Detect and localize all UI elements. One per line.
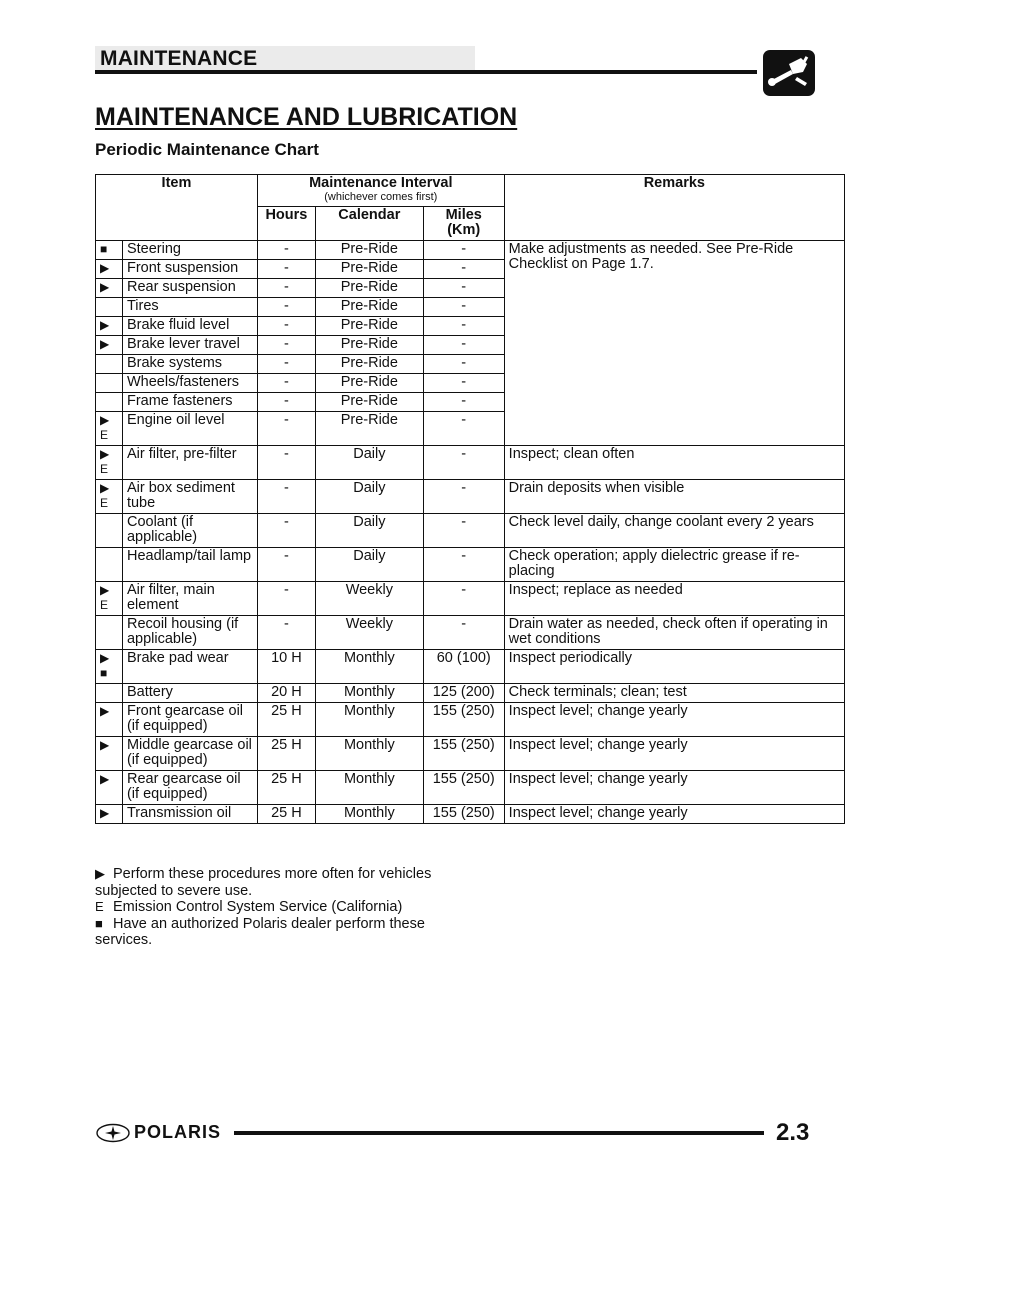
- table-row: [96, 480, 845, 514]
- row-calendar: Monthly: [315, 703, 423, 737]
- row-miles: -: [423, 260, 504, 279]
- row-miles: -: [423, 548, 504, 582]
- table-row: [96, 703, 845, 737]
- row-remarks: Inspect level; change yearly: [504, 771, 844, 805]
- row-item: Rear suspension: [122, 279, 257, 298]
- row-miles: 125 (200): [423, 684, 504, 703]
- row-symbol: ▶ ■: [96, 650, 123, 684]
- row-hours: 25 H: [257, 805, 315, 824]
- row-calendar: Pre-Ride: [315, 355, 423, 374]
- header-rule: [95, 70, 757, 74]
- calendar-column-header: Calendar: [315, 207, 423, 241]
- row-calendar: Weekly: [315, 616, 423, 650]
- row-calendar: Weekly: [315, 582, 423, 616]
- row-item: Tires: [122, 298, 257, 317]
- row-miles: 155 (250): [423, 805, 504, 824]
- row-symbol: ▶: [96, 336, 123, 355]
- row-remarks: Drain deposits when visible: [504, 480, 844, 514]
- row-symbol: ▶: [96, 771, 123, 805]
- row-calendar: Monthly: [315, 737, 423, 771]
- row-calendar: Pre-Ride: [315, 393, 423, 412]
- row-miles: -: [423, 446, 504, 480]
- table-row: [96, 582, 845, 616]
- row-calendar: Pre-Ride: [315, 260, 423, 279]
- footer-rule: [234, 1131, 764, 1135]
- row-hours: -: [257, 582, 315, 616]
- item-column-header: Item: [96, 175, 258, 241]
- row-calendar: Pre-Ride: [315, 241, 423, 260]
- row-calendar: Daily: [315, 548, 423, 582]
- row-item: Engine oil level: [122, 412, 257, 446]
- row-symbol: [96, 616, 123, 650]
- row-miles: -: [423, 336, 504, 355]
- row-calendar: Daily: [315, 480, 423, 514]
- row-hours: 25 H: [257, 771, 315, 805]
- footnote: [95, 866, 465, 899]
- row-item: Front suspension: [122, 260, 257, 279]
- row-symbol: ▶: [96, 317, 123, 336]
- row-item: Air box sediment tube: [122, 480, 257, 514]
- row-item: Rear gearcase oil (if equipped): [122, 771, 257, 805]
- row-item: Middle gearcase oil (if equipped): [122, 737, 257, 771]
- row-item: Brake pad wear: [122, 650, 257, 684]
- row-hours: -: [257, 374, 315, 393]
- row-symbol: ▶: [96, 805, 123, 824]
- row-hours: 25 H: [257, 737, 315, 771]
- row-item: Air filter, main element: [122, 582, 257, 616]
- footnote: [95, 916, 465, 949]
- row-item: Coolant (if applicable): [122, 514, 257, 548]
- row-calendar: Monthly: [315, 650, 423, 684]
- table-row: [96, 514, 845, 548]
- row-calendar: Pre-Ride: [315, 317, 423, 336]
- table-row: [96, 548, 845, 582]
- chart-body: [96, 241, 845, 824]
- row-hours: -: [257, 446, 315, 480]
- table-row: [96, 650, 845, 684]
- row-hours: 25 H: [257, 703, 315, 737]
- row-hours: -: [257, 514, 315, 548]
- footnote-text: Emission Control System Service (California): [113, 899, 403, 915]
- row-item: Brake lever travel: [122, 336, 257, 355]
- row-item: Recoil housing (if applicable): [122, 616, 257, 650]
- row-item: Battery: [122, 684, 257, 703]
- row-miles: -: [423, 298, 504, 317]
- polaris-star-logo: [96, 1123, 130, 1143]
- row-calendar: Pre-Ride: [315, 412, 423, 446]
- row-remarks: Inspect level; change yearly: [504, 703, 844, 737]
- wrench-oil-can-icon: [763, 50, 815, 96]
- row-symbol: [96, 548, 123, 582]
- row-symbol: [96, 374, 123, 393]
- footer-brand: POLARIS: [134, 1122, 222, 1142]
- row-symbol: [96, 355, 123, 374]
- footnote-text: Perform these procedures more often for vehicles subjected to severe use.: [95, 866, 432, 899]
- row-item: Brake fluid level: [122, 317, 257, 336]
- row-item: Transmission oil: [122, 805, 257, 824]
- row-hours: -: [257, 260, 315, 279]
- footnote-symbol: ■: [95, 915, 103, 931]
- row-hours: -: [257, 355, 315, 374]
- row-miles: -: [423, 514, 504, 548]
- row-calendar: Pre-Ride: [315, 279, 423, 298]
- row-hours: -: [257, 317, 315, 336]
- row-hours: -: [257, 480, 315, 514]
- page-title: MAINTENANCE AND LUBRICATION: [95, 103, 518, 131]
- row-miles: 60 (100): [423, 650, 504, 684]
- remarks-column-header: Remarks: [504, 175, 844, 241]
- row-miles: -: [423, 582, 504, 616]
- footnote-symbol: ▶: [95, 866, 105, 881]
- row-symbol: ▶ E: [96, 582, 123, 616]
- row-item: Air filter, pre-filter: [122, 446, 257, 480]
- row-symbol: ▶: [96, 260, 123, 279]
- row-remarks: Inspect level; change yearly: [504, 737, 844, 771]
- row-calendar: Daily: [315, 446, 423, 480]
- row-miles: -: [423, 374, 504, 393]
- row-remarks: Inspect level; change yearly: [504, 805, 844, 824]
- row-remarks: Check terminals; clean; test: [504, 684, 844, 703]
- interval-column-header: Maintenance Interval (whichever comes first): [257, 175, 504, 207]
- table-row: [96, 805, 845, 824]
- row-symbol: ▶: [96, 279, 123, 298]
- row-symbol: ▶ E: [96, 446, 123, 480]
- row-hours: -: [257, 393, 315, 412]
- row-symbol: ▶ E: [96, 412, 123, 446]
- row-symbol: [96, 684, 123, 703]
- row-miles: 155 (250): [423, 737, 504, 771]
- row-symbol: ▶: [96, 703, 123, 737]
- row-miles: -: [423, 412, 504, 446]
- table-row: [96, 771, 845, 805]
- table-row: [96, 241, 845, 260]
- row-remarks: Inspect; replace as needed: [504, 582, 844, 616]
- row-calendar: Monthly: [315, 805, 423, 824]
- miles-column-header: Miles (Km): [423, 207, 504, 241]
- table-row: [96, 616, 845, 650]
- row-item: Frame fasteners: [122, 393, 257, 412]
- row-miles: -: [423, 279, 504, 298]
- row-miles: -: [423, 480, 504, 514]
- table-row: [96, 737, 845, 771]
- row-miles: -: [423, 355, 504, 374]
- row-miles: -: [423, 393, 504, 412]
- row-symbol: [96, 393, 123, 412]
- row-hours: -: [257, 616, 315, 650]
- row-item: Steering: [122, 241, 257, 260]
- row-calendar: Pre-Ride: [315, 336, 423, 355]
- row-remarks: Inspect periodically: [504, 650, 844, 684]
- row-hours: -: [257, 298, 315, 317]
- row-remarks: Make adjustments as needed. See Pre-Ride Checklist on Page 1.7.: [504, 241, 844, 446]
- row-miles: -: [423, 317, 504, 336]
- row-remarks: Check operation; apply dielectric grease if re- placing: [504, 548, 844, 582]
- table-row: [96, 684, 845, 703]
- row-remarks: Inspect; clean often: [504, 446, 844, 480]
- footnote: [95, 899, 465, 916]
- row-symbol: ■: [96, 241, 123, 260]
- row-item: Headlamp/tail lamp: [122, 548, 257, 582]
- row-item: Brake systems: [122, 355, 257, 374]
- row-calendar: Pre-Ride: [315, 374, 423, 393]
- chart-title: Periodic Maintenance Chart: [95, 140, 319, 159]
- row-item: Wheels/fasteners: [122, 374, 257, 393]
- row-symbol: ▶ E: [96, 480, 123, 514]
- maintenance-chart-table: [95, 174, 845, 824]
- row-miles: 155 (250): [423, 771, 504, 805]
- row-remarks: Check level daily, change coolant every 2 years: [504, 514, 844, 548]
- row-remarks: Drain water as needed, check often if operating in wet conditions: [504, 616, 844, 650]
- row-symbol: ▶: [96, 737, 123, 771]
- row-miles: -: [423, 616, 504, 650]
- row-hours: -: [257, 548, 315, 582]
- row-hours: 10 H: [257, 650, 315, 684]
- row-calendar: Monthly: [315, 684, 423, 703]
- table-row: [96, 446, 845, 480]
- row-calendar: Daily: [315, 514, 423, 548]
- footnote-text: Have an authorized Polaris dealer perform these services.: [95, 915, 425, 948]
- row-calendar: Pre-Ride: [315, 298, 423, 317]
- row-item: Front gearcase oil (if equipped): [122, 703, 257, 737]
- row-miles: 155 (250): [423, 703, 504, 737]
- row-hours: 20 H: [257, 684, 315, 703]
- page-number: 2.3: [776, 1119, 810, 1146]
- row-hours: -: [257, 336, 315, 355]
- row-miles: -: [423, 241, 504, 260]
- row-hours: -: [257, 279, 315, 298]
- row-symbol: [96, 514, 123, 548]
- footnotes: [95, 866, 465, 949]
- section-label: MAINTENANCE: [100, 47, 258, 70]
- row-symbol: [96, 298, 123, 317]
- row-hours: -: [257, 241, 315, 260]
- row-hours: -: [257, 412, 315, 446]
- row-calendar: Monthly: [315, 771, 423, 805]
- footnote-symbol: E: [95, 899, 104, 914]
- hours-column-header: Hours: [257, 207, 315, 241]
